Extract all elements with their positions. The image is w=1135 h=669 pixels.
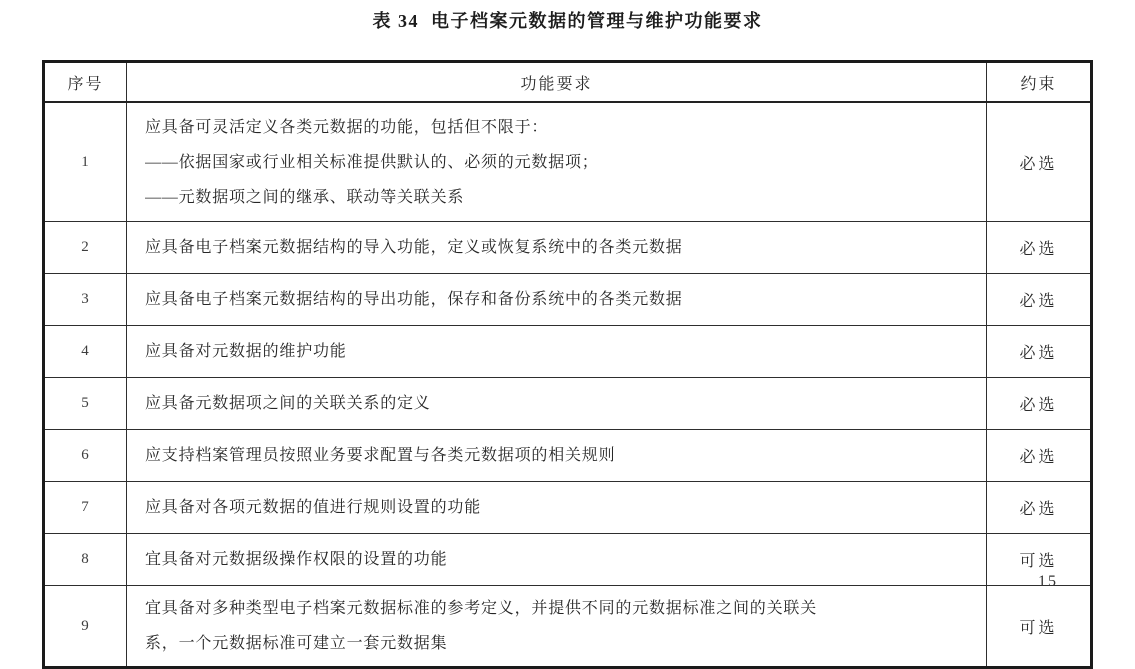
row-number-cell: 4 bbox=[44, 326, 127, 378]
constraint-cell: 必选 bbox=[987, 274, 1092, 326]
table-caption: 表 34 电子档案元数据的管理与维护功能要求 bbox=[372, 11, 763, 31]
constraint-cell: 必选 bbox=[987, 430, 1092, 482]
row-number-cell: 9 bbox=[44, 586, 127, 668]
requirement-cell bbox=[127, 534, 987, 586]
requirement-cell bbox=[127, 482, 987, 534]
requirement-line: 应具备元数据项之间的关联关系的定义 bbox=[145, 395, 431, 412]
requirement-line: 应具备电子档案元数据结构的导出功能，保存和备份系统中的各类元数据 bbox=[145, 291, 683, 308]
row-number-cell: 7 bbox=[44, 482, 127, 534]
constraint-cell: 可选 bbox=[987, 534, 1092, 586]
table-row bbox=[44, 274, 1092, 326]
table-row bbox=[44, 586, 1092, 668]
requirement-line: 应具备对各项元数据的值进行规则设置的功能 bbox=[145, 499, 482, 516]
requirement-line: 宜具备对多种类型电子档案元数据标准的参考定义，并提供不同的元数据标准之间的关联关 bbox=[145, 600, 818, 617]
requirement-cell bbox=[127, 222, 987, 274]
table-row bbox=[44, 326, 1092, 378]
constraint-cell: 可选 bbox=[987, 586, 1092, 668]
constraint-cell: 必选 bbox=[987, 378, 1092, 430]
table-row bbox=[44, 222, 1092, 274]
constraint-cell: 必选 bbox=[987, 102, 1092, 222]
table-row bbox=[44, 482, 1092, 534]
row-number-cell: 1 bbox=[44, 102, 127, 222]
requirement-line: ——元数据项之间的继承、联动等关联关系 bbox=[145, 188, 465, 206]
requirement-line: 宜具备对元数据级操作权限的设置的功能 bbox=[145, 551, 448, 568]
requirement-line: 应具备电子档案元数据结构的导入功能，定义或恢复系统中的各类元数据 bbox=[145, 239, 683, 256]
row-number-cell: 2 bbox=[44, 222, 127, 274]
column-header-constraint: 约束 bbox=[987, 62, 1092, 103]
requirement-line: 系，一个元数据标准可建立一套元数据集 bbox=[145, 635, 448, 652]
table-row bbox=[44, 102, 1092, 222]
requirements-table bbox=[42, 60, 1093, 669]
row-number-cell: 3 bbox=[44, 274, 127, 326]
requirement-cell bbox=[127, 274, 987, 326]
table-row bbox=[44, 534, 1092, 586]
page-number: 15 bbox=[1038, 573, 1058, 590]
requirement-line: 应具备对元数据的维护功能 bbox=[145, 343, 347, 360]
table-header-row bbox=[44, 62, 1092, 103]
table-row bbox=[44, 430, 1092, 482]
requirement-line: 应具备可灵活定义各类元数据的功能，包括但不限于： bbox=[145, 118, 549, 136]
requirement-cell bbox=[127, 430, 987, 482]
column-header-number: 序号 bbox=[44, 62, 127, 103]
requirement-line: 应支持档案管理员按照业务要求配置与各类元数据项的相关规则 bbox=[145, 447, 616, 464]
row-number-cell: 8 bbox=[44, 534, 127, 586]
constraint-cell: 必选 bbox=[987, 326, 1092, 378]
row-number-cell: 6 bbox=[44, 430, 127, 482]
column-header-requirement: 功能要求 bbox=[127, 62, 987, 103]
requirement-line: ——依据国家或行业相关标准提供默认的、必须的元数据项； bbox=[145, 153, 599, 171]
requirement-cell bbox=[127, 102, 987, 222]
table-row bbox=[44, 378, 1092, 430]
requirement-cell bbox=[127, 378, 987, 430]
requirement-cell bbox=[127, 326, 987, 378]
constraint-cell: 必选 bbox=[987, 482, 1092, 534]
requirement-cell bbox=[127, 586, 987, 668]
row-number-cell: 5 bbox=[44, 378, 127, 430]
constraint-cell: 必选 bbox=[987, 222, 1092, 274]
